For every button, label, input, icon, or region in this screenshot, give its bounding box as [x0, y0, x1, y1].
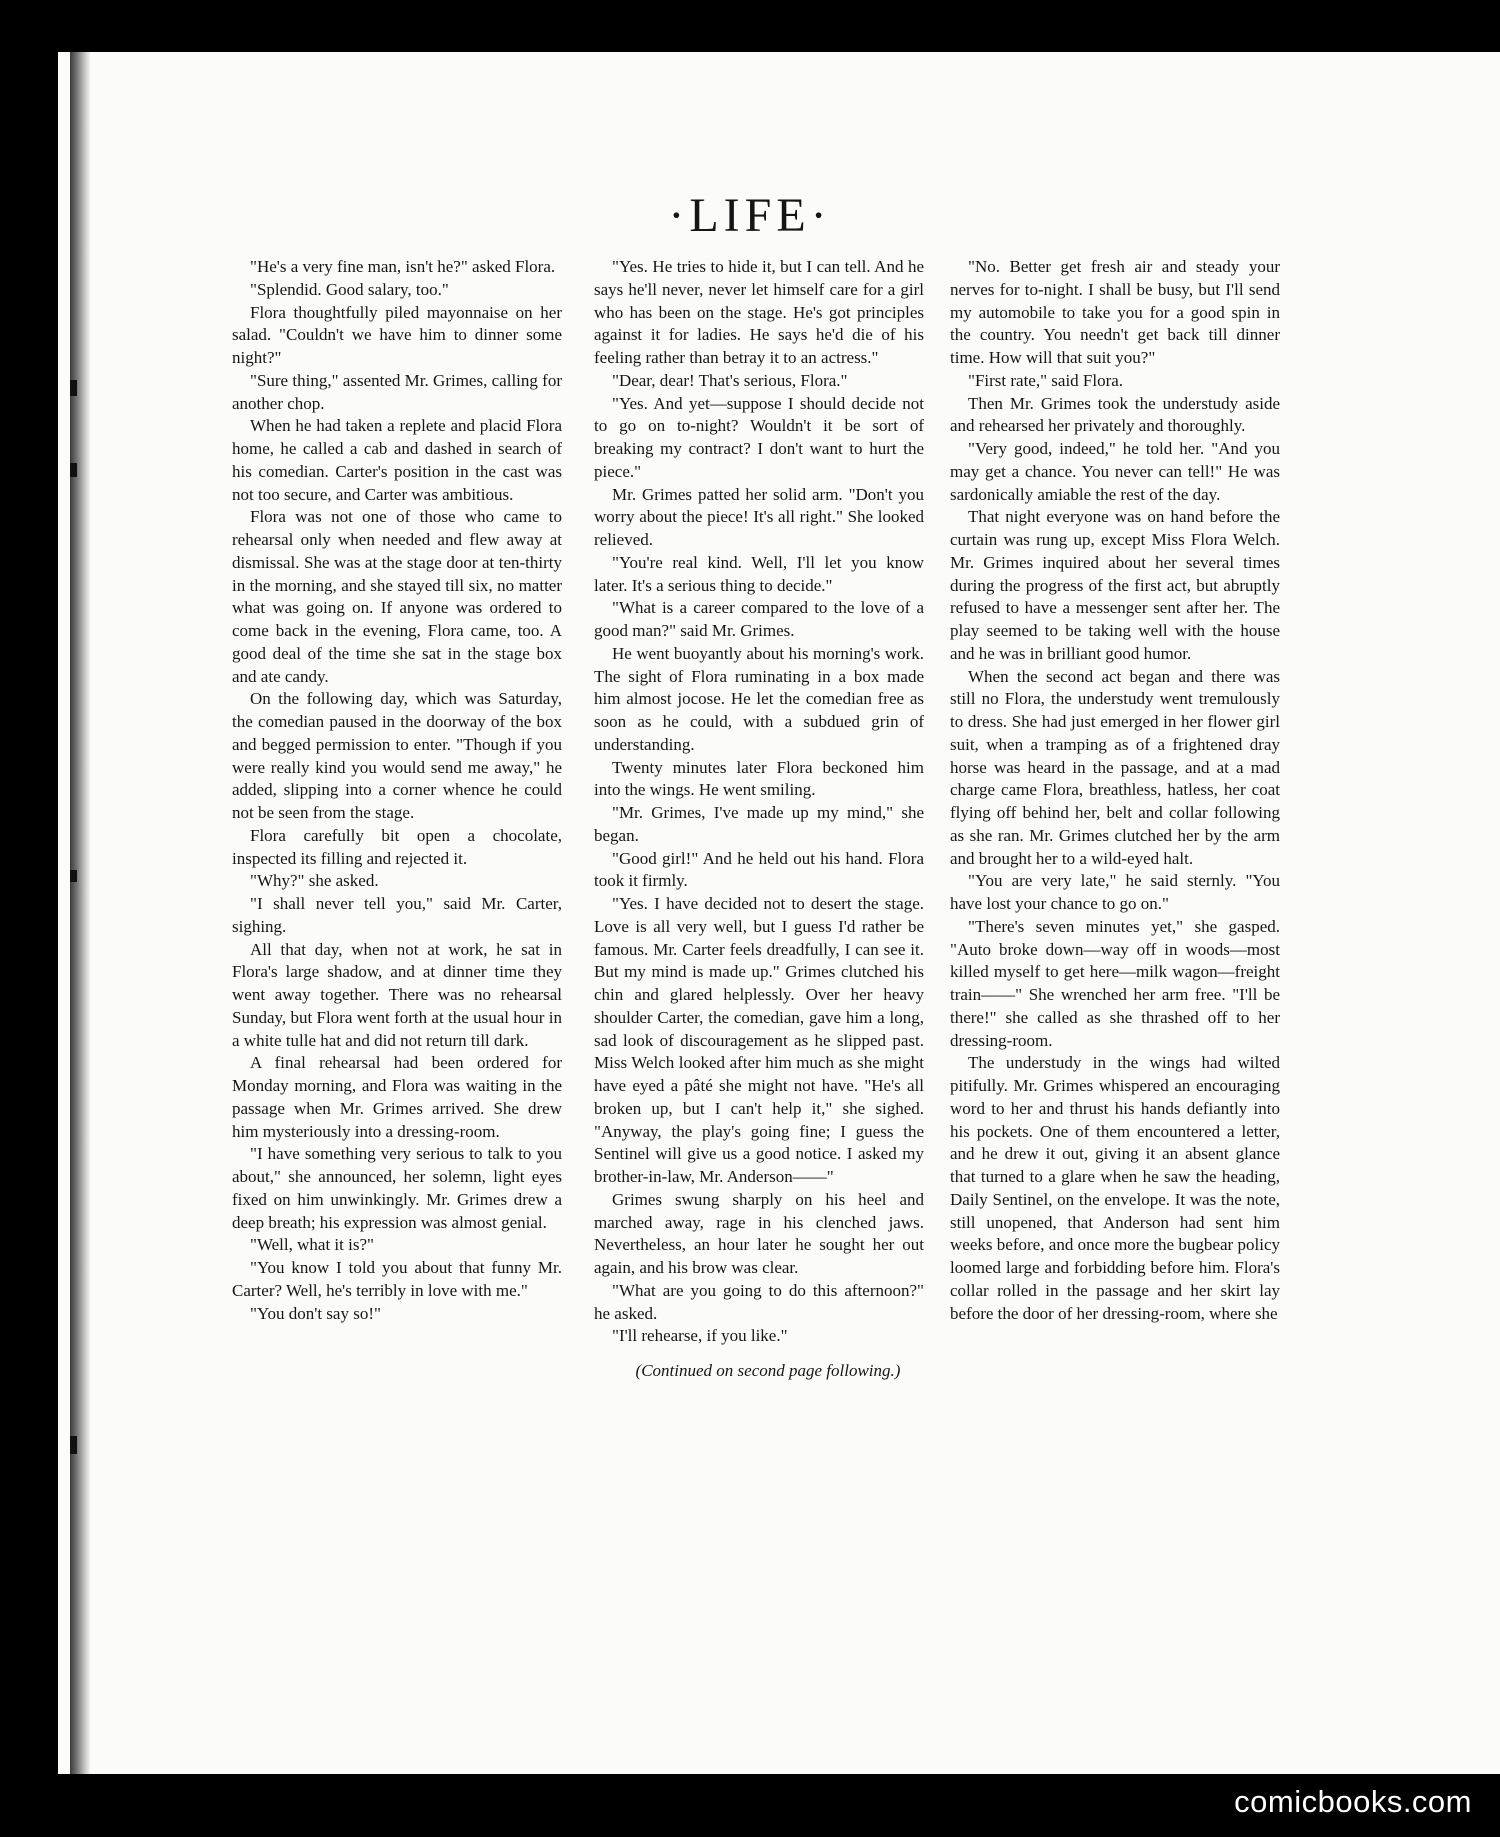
binding-mark [70, 463, 77, 477]
paragraph: Mr. Grimes patted her solid arm. "Don't you worry about the piece! It's all right." She looked relieved. [594, 484, 924, 549]
masthead-title: ·LIFE· [668, 189, 832, 242]
article-column-1 [232, 256, 562, 1325]
paragraph: "Good girl!" And he held out his hand. Flora took it firmly. [594, 848, 924, 891]
paragraph: Twenty minutes later Flora beckoned him into the wings. He went smiling. [594, 757, 924, 800]
paragraph: "Splendid. Good salary, too." [250, 279, 449, 299]
paragraph: Grimes swung sharply on his heel and marched away, rage in his clenched jaws. Nevertheless, an hour later he sought her out again, and his brow was clear. [594, 1189, 924, 1277]
paragraph: That night everyone was on hand before the curtain was rung up, except Miss Flora Welch. Mr. Grimes inquired about her several times during the progress of the first act, but abruptly refused to have a messenger sent after her. The play seemed to be taking well with the house and he was in brilliant good humor. [950, 507, 1280, 663]
paragraph: Then Mr. Grimes took the understudy aside and rehearsed her privately and thoroughly. [950, 393, 1280, 436]
paragraph: "No. Better get fresh air and steady your nerves for to-night. I shall be busy, but I'll send my automobile to take you for a good spin in the country. You needn't get back till dinner time. How will that suit you?" [950, 257, 1280, 367]
paragraph: "First rate," said Flora. [968, 370, 1124, 390]
paragraph: "You know I told you about that funny Mr. Carter? Well, he's terribly in love with me." [232, 1258, 562, 1300]
paragraph: "Very good, indeed," he told her. "And you may get a chance. You never can tell!" He was sardonically amiable the rest of the day. [950, 439, 1280, 504]
site-watermark[interactable]: comicbooks.com [1234, 1784, 1472, 1819]
paragraph: "Dear, dear! That's serious, Flora." [612, 370, 848, 390]
paragraph: A final rehearsal had been ordered for Monday morning, and Flora was waiting in the passage when Mr. Grimes arrived. She drew him mysteriously into a dressing-room. [232, 1053, 562, 1141]
binding-mark [70, 870, 77, 882]
paragraph: When the second act began and there was still no Flora, the understudy went tremulously to dress. She had just emerged in her flower girl suit, when a tramping as of a frightened dray horse was heard in the passage, and at a mad charge came Flora, breathless, hatless, her coat flying off behind her, belt and collar following as she ran. Mr. Grimes clutched her by the arm and brought her to a wild-eyed halt. [950, 666, 1280, 868]
article-column-2 [594, 256, 924, 1383]
paragraph: "You don't say so!" [250, 1303, 381, 1323]
paragraph: "There's seven minutes yet," she gasped. "Auto broke down—way off in woods—most killed myself to get here—milk wagon—freight train——" She wrenched her arm free. "I'll be there!" she called as she thrashed off to her dressing-room. [950, 916, 1280, 1050]
paragraph: "Yes. I have decided not to desert the stage. Love is all very well, but I guess I'd rather be famous. Mr. Carter feels dreadfully, I can see it. But my mind is made up." Grimes clutched his chin and glared helplessly. Over her heavy shoulder Carter, the comedian, gave him a long, sad look of discouragement as he slipped past. Miss Welch looked after him much as she might have eyed a pâté she might not have. "He's all broken up, but I can't help it," she sighed. "Anyway, the play's going fine; I guess the Sentinel will give us a good notice. I asked my brother-in-law, Mr. Anderson——" [594, 894, 924, 1186]
paragraph: "What is a career compared to the love of a good man?" said Mr. Grimes. [594, 598, 924, 640]
paragraph: He went buoyantly about his morning's work. The sight of Flora ruminating in a box made him almost jocose. He let the comedian free as soon as he could, with a subdued grin of understanding. [594, 643, 924, 754]
paragraph: The understudy in the wings had wilted pitifully. Mr. Grimes whispered an encouraging word to her and thrust his hands defiantly into his pockets. One of them encountered a letter, and he drew it out, giving it an absent glance that turned to a glare when he saw the heading, Daily Sentinel, on the envelope. It was the note, still unopened, that Anderson had sent him weeks before, and once more the bugbear policy loomed large and forbidding before him. Flora's collar rolled in the passage and her skirt lay before the door of her dressing-room, where she [950, 1053, 1280, 1323]
binding-mark [70, 380, 77, 396]
paragraph: "Yes. And yet—suppose I should decide not to go on to-night? Wouldn't it be sort of breaking my contract? I don't want to hurt the piece." [594, 393, 924, 481]
paragraph: "Sure thing," assented Mr. Grimes, calling for another chop. [232, 370, 562, 413]
paragraph: "I'll rehearse, if you like." [612, 1326, 788, 1346]
paragraph: Flora was not one of those who came to rehearsal only when needed and flew away at dismissal. She was at the stage door at ten-thirty in the morning, and she stayed till six, no matter what was going on. If anyone was ordered to come back in the evening, Flora came, too. A good deal of the time she sat in the stage box and ate candy. [232, 507, 562, 686]
paragraph: "You're real kind. Well, I'll let you know later. It's a serious thing to decide." [594, 552, 924, 595]
paragraph: "I have something very serious to talk to you about," she announced, her solemn, light eyes fixed on him unwinkingly. Mr. Grimes drew a deep breath; his expression was almost genial. [232, 1144, 562, 1232]
page-binding-edge [70, 52, 90, 1774]
paragraph: "Mr. Grimes, I've made up my mind," she began. [594, 803, 924, 845]
paragraph: Flora carefully bit open a chocolate, inspected its filling and rejected it. [232, 825, 562, 868]
paragraph: "Yes. He tries to hide it, but I can tell. And he says he'll never, never let himself care for a girl who has been on the stage. He's got principles against it for ladies. He says he'd die of his feeling rather than betray it to an actress." [594, 257, 924, 367]
paragraph: "Well, what it is?" [250, 1235, 374, 1255]
paragraph: "What are you going to do this afternoon?" he asked. [594, 1280, 924, 1323]
paragraph: "He's a very fine man, isn't he?" asked Flora. [250, 257, 556, 276]
continued-note: (Continued on second page following.) [635, 1361, 901, 1380]
paragraph: Flora thoughtfully piled mayonnaise on her salad. "Couldn't we have him to dinner some night?" [232, 302, 562, 367]
paragraph: On the following day, which was Saturday, the comedian paused in the doorway of the box and begged permission to enter. "Though if you were really kind you would send me away," he added, slipping into a corner whence he could not be seen from the stage. [232, 689, 562, 822]
paragraph: When he had taken a replete and placid Flora home, he called a cab and dashed in search of his comedian. Carter's position in the cast was not too secure, and Carter was ambitious. [232, 416, 562, 504]
paragraph: "I shall never tell you," said Mr. Carter, sighing. [232, 894, 562, 936]
binding-mark [70, 1436, 77, 1454]
paragraph: "Why?" she asked. [250, 871, 379, 891]
paragraph: "You are very late," he said sternly. "You have lost your chance to go on." [950, 871, 1280, 913]
article-column-3 [950, 256, 1280, 1325]
paragraph: All that day, when not at work, he sat in Flora's large shadow, and at dinner time they went away together. There was no rehearsal Sunday, but Flora went forth at the usual hour in a white tulle hat and did not return till dark. [232, 939, 562, 1050]
